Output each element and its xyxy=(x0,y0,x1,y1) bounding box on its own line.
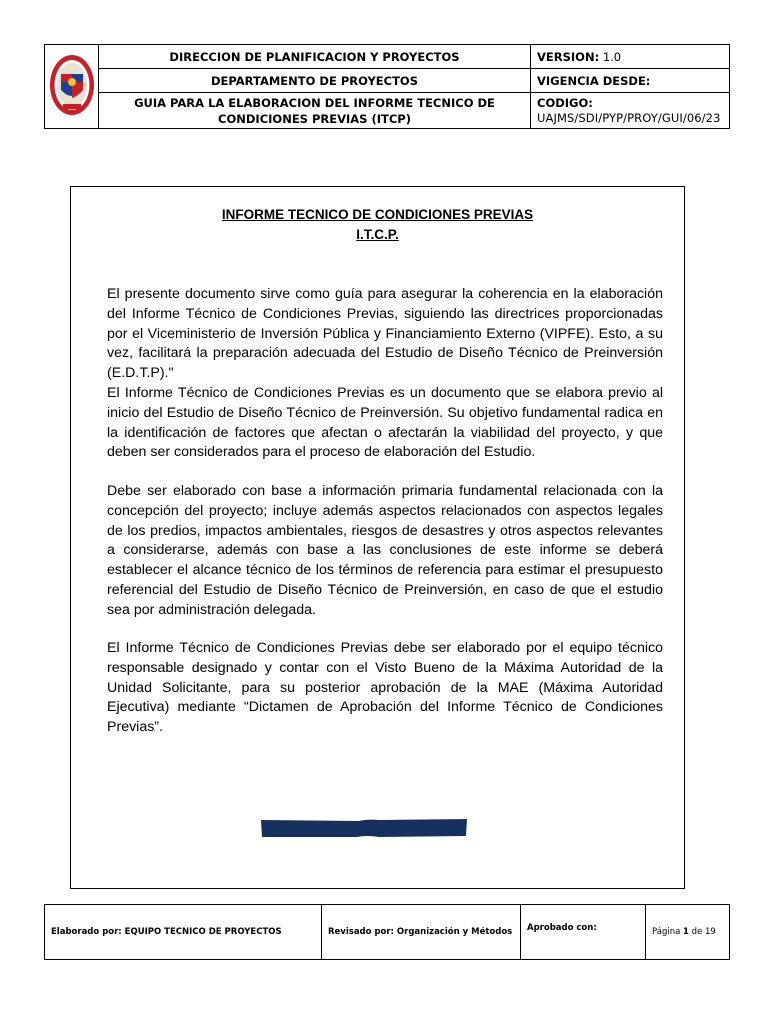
page-prefix: Página xyxy=(652,927,684,937)
signature-mark xyxy=(259,817,469,839)
content-box xyxy=(70,186,685,889)
body-paragraphs-1-2 xyxy=(107,285,663,463)
paragraph-4: El Informe Técnico de Condiciones Previas debe ser elaborado por el equipo técnico responsable designado y contar con el Visto Bueno de la Máxima Autoridad de la Unidad Solicitante, para su posterior aprobación de la MAE (Máxima Autoridad Ejecutiva) mediante “Dictamen de Aprobación del Informe Técnico de Condiciones Previas”. xyxy=(107,640,663,736)
code-cell xyxy=(531,93,730,129)
body-paragraph-4 xyxy=(107,639,663,738)
header-row-3 xyxy=(45,93,730,129)
approved-with-text: Aprobado con: xyxy=(527,923,597,933)
header-table xyxy=(44,44,730,129)
version-label: VERSION: xyxy=(537,49,600,64)
paragraph-3: Debe ser elaborado con base a información primaria fundamental relacionada con la concepción del proyecto; incluye además aspectos relacionados con aspectos legales de los predios, impactos ambientales, riesgos de desastres y otros aspectos relevantes a considerarse, además con base a las conclusiones de este informe se deberá establecer el alcance técnico de los términos de referencia para estimar el presupuesto referencial del Estudio de Diseño Técnico de Preinversión, en caso de que el estudio sea por administración delegada. xyxy=(107,483,663,618)
page-total: 19 xyxy=(704,927,716,937)
reviewed-by-text: Revisado por: Organización y Métodos xyxy=(328,927,513,937)
version-value: 1.0 xyxy=(602,49,622,64)
page-number-cell xyxy=(646,905,730,960)
university-seal-icon xyxy=(48,50,96,120)
prepared-by-cell xyxy=(45,905,322,960)
logo-cell xyxy=(45,45,99,129)
paragraph-2: El Informe Técnico de Condiciones Previas es un documento que se elabora previo al inicio del Estudio de Diseño Técnico de Preinversión. Su objetivo fundamental radica en la identificación de factores que afectan o afectarán la viabilidad del proyecto, y que deben ser considerados para el proceso de elaboración del Estudio. xyxy=(107,384,663,461)
body-paragraph-3 xyxy=(107,482,663,621)
document-subtitle: I.T.C.P. xyxy=(356,227,399,242)
page-middle: de xyxy=(688,927,705,937)
guide-title-line-1: GUIA PARA LA ELABORACION DEL INFORME TECNICO DE xyxy=(134,95,495,110)
footer-row xyxy=(45,905,730,960)
department-direction-cell: DIRECCION DE PLANIFICACION Y PROYECTOS xyxy=(99,45,531,69)
reviewed-by-cell xyxy=(322,905,521,960)
page-current: 1 xyxy=(683,927,689,937)
department-cell: DEPARTAMENTO DE PROYECTOS xyxy=(99,69,531,93)
paragraph-1: El presente documento sirve como guía para asegurar la coherencia en la elaboración del Informe Técnico de Condiciones Previas, siguiendo las directrices proporcionadas por el Viceministerio de Inversión Pública y Financiamiento Externo (VIPFE). Esto, a su vez, facilitará la preparación adecuada del Estudio de Diseño Técnico de Preinversión (E.D.T.P)." xyxy=(107,286,663,382)
header-row-2 xyxy=(45,69,730,93)
code-value: UAJMS/SDI/PYP/PROY/GUI/06/23 xyxy=(537,111,721,125)
header-row-1 xyxy=(45,45,730,69)
approved-with-cell xyxy=(521,905,646,960)
guide-title-cell xyxy=(99,93,531,129)
code-label: CODIGO: xyxy=(537,96,593,110)
guide-title-line-2: CONDICIONES PREVIAS (ITCP) xyxy=(218,111,411,126)
version-cell xyxy=(531,45,730,69)
prepared-by-text: Elaborado por: EQUIPO TECNICO DE PROYECTOS xyxy=(51,927,282,937)
valid-from-cell: VIGENCIA DESDE: xyxy=(531,69,730,93)
document-title: INFORME TECNICO DE CONDICIONES PREVIAS xyxy=(221,207,534,222)
footer-table xyxy=(44,904,730,960)
